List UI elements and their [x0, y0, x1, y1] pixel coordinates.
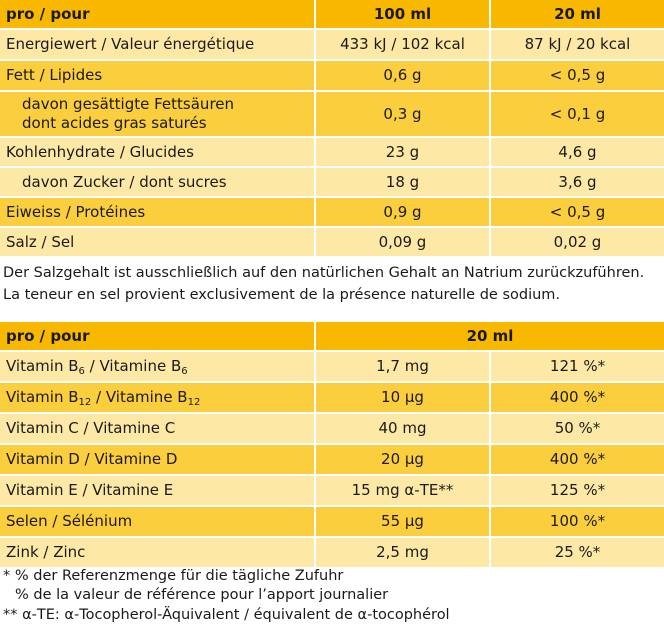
value-20ml: < 0,5 g [489, 61, 664, 92]
table-row [0, 352, 664, 383]
amount: 55 µg [314, 507, 489, 538]
amount: 2,5 mg [314, 538, 489, 569]
footnote-3: ** α-TE: α-Tocopherol-Äquivalent / équivalent de α-tocophérol [3, 607, 450, 623]
row-label [0, 92, 314, 138]
percent: 400 %* [489, 383, 664, 414]
row-label: Vitamin $B_{12}$ / Vitamine $B_{12}$ [0, 383, 314, 414]
table-row [0, 61, 664, 92]
amount: 1,7 mg [314, 352, 489, 383]
table-row [0, 476, 664, 507]
value-20ml: < 0,5 g [489, 198, 664, 228]
table-row [0, 92, 664, 138]
value-100ml: 0,9 g [314, 198, 489, 228]
row-label: Salz / Sel [0, 228, 314, 258]
row-label: Energiewert / Valeur énergétique [0, 30, 314, 61]
row-label: Vitamin $B_6$ / Vitamine $B_6$ [0, 352, 314, 383]
nutrition-table-header [0, 0, 664, 30]
row-label: Kohlenhydrate / Glucides [0, 138, 314, 168]
value-100ml: 23 g [314, 138, 489, 168]
value-100ml: 0,6 g [314, 61, 489, 92]
table-row [0, 445, 664, 476]
percent: 121 %* [489, 352, 664, 383]
amount: 40 mg [314, 414, 489, 445]
row-label: Eiweiss / Protéines [0, 198, 314, 228]
table-row [0, 383, 664, 414]
row-label-de: davon gesättigte Fettsäuren [22, 95, 235, 113]
amount: 15 mg α-TE** [314, 476, 489, 507]
row-label: davon Zucker / dont sucres [0, 168, 314, 198]
percent: 100 %* [489, 507, 664, 538]
row-label: Vitamin D / Vitamine D [0, 445, 314, 476]
row-label: Zink / Zinc [0, 538, 314, 569]
header-20ml: 20 ml [314, 322, 664, 352]
table-row [0, 538, 664, 569]
row-label-fr: dont acides gras saturés [22, 114, 207, 132]
vitamin-table [0, 322, 664, 569]
footnote-2: % de la valeur de référence pour l’apport journalier [15, 587, 389, 603]
table-row [0, 198, 664, 228]
salt-note-fr: La teneur en sel provient exclusivement de la présence naturelle de sodium. [3, 287, 561, 303]
salt-note-de: Der Salzgehalt ist ausschließlich auf den natürlichen Gehalt an Natrium zurückzuführen. [3, 265, 645, 281]
value-20ml: < 0,1 g [489, 92, 664, 138]
header-100ml: 100 ml [314, 0, 489, 30]
table-row [0, 168, 664, 198]
header-label: pro / pour [0, 0, 314, 30]
header-20ml: 20 ml [489, 0, 664, 30]
percent: 50 %* [489, 414, 664, 445]
value-100ml: 0,3 g [314, 92, 489, 138]
percent: 400 %* [489, 445, 664, 476]
value-20ml: 3,6 g [489, 168, 664, 198]
amount: 10 µg [314, 383, 489, 414]
value-100ml: 0,09 g [314, 228, 489, 258]
row-label: Selen / Sélénium [0, 507, 314, 538]
table-row [0, 30, 664, 61]
table-row [0, 507, 664, 538]
table-row [0, 414, 664, 445]
percent: 125 %* [489, 476, 664, 507]
row-label: Fett / Lipides [0, 61, 314, 92]
table-row [0, 138, 664, 168]
nutrition-table [0, 0, 664, 258]
row-label: Vitamin E / Vitamine E [0, 476, 314, 507]
header-label: pro / pour [0, 322, 314, 352]
value-20ml: 0,02 g [489, 228, 664, 258]
footnote-1: * % der Referenzmenge für die tägliche Zufuhr [3, 568, 344, 584]
value-100ml: 18 g [314, 168, 489, 198]
vitamin-table-header [0, 322, 664, 352]
table-row [0, 228, 664, 258]
value-20ml: 87 kJ / 20 kcal [489, 30, 664, 61]
row-label: Vitamin C / Vitamine C [0, 414, 314, 445]
value-100ml: 433 kJ / 102 kcal [314, 30, 489, 61]
amount: 20 µg [314, 445, 489, 476]
value-20ml: 4,6 g [489, 138, 664, 168]
percent: 25 %* [489, 538, 664, 569]
